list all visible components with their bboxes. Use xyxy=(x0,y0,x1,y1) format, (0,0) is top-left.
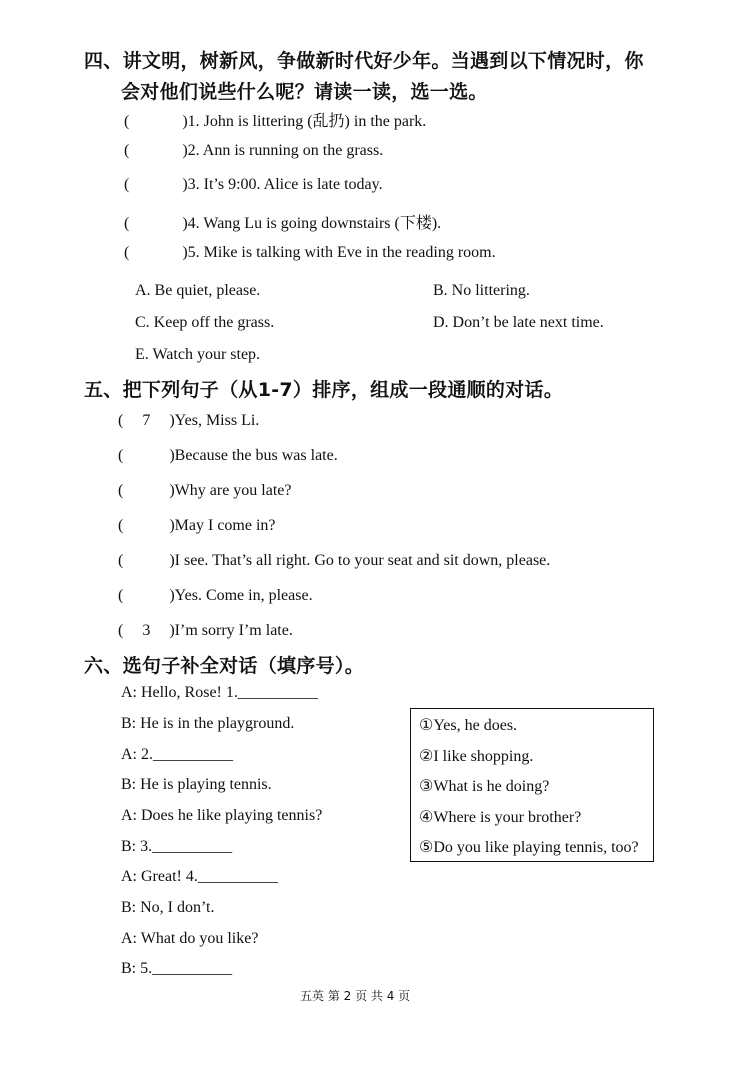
order-item-1 xyxy=(118,412,259,430)
section4-heading-line2: 会对他们说些什么呢？请读一读，选一选。 xyxy=(121,81,488,103)
order-item-4-text: )May I come in? xyxy=(169,517,276,534)
choice-1: ①Yes, he does. xyxy=(419,717,518,734)
question-2-text: )2. Ann is running on the grass. xyxy=(182,142,384,159)
dialogue-line-1: A: Hello, Rose! 1.__________ xyxy=(121,684,318,701)
question-4-paren: ( xyxy=(124,215,130,232)
question-5-text: )5. Mike is talking with Eve in the reading room. xyxy=(182,244,496,261)
order-item-1-text: )Yes, Miss Li. xyxy=(169,412,260,429)
question-5 xyxy=(124,244,496,262)
dialogue-line-9: A: What do you like? xyxy=(121,930,259,947)
option-b: B. No littering. xyxy=(433,282,530,299)
order-item-3 xyxy=(118,482,291,500)
order-item-6 xyxy=(118,587,313,605)
choice-box xyxy=(410,708,654,862)
dialogue-line-2: B: He is in the playground. xyxy=(121,715,295,732)
question-4 xyxy=(124,210,441,233)
order-item-7 xyxy=(118,622,293,640)
option-a: A. Be quiet, please. xyxy=(135,282,261,299)
dialogue-line-5: A: Does he like playing tennis? xyxy=(121,807,323,824)
section4-heading-line1: 四、讲文明，树新风，争做新时代好少年。当遇到以下情况时，你 xyxy=(84,50,644,72)
order-item-5-paren: ( xyxy=(118,552,124,569)
dialogue-line-10: B: 5.__________ xyxy=(121,960,233,977)
choice-4: ④Where is your brother? xyxy=(419,809,582,826)
question-5-paren: ( xyxy=(124,244,130,261)
order-item-4-paren: ( xyxy=(118,517,124,534)
question-3 xyxy=(124,176,383,194)
choice-3: ③What is he doing? xyxy=(419,778,550,795)
order-item-6-text: )Yes. Come in, please. xyxy=(169,587,313,604)
order-item-7-answer: 3 xyxy=(142,622,151,639)
order-item-2-paren: ( xyxy=(118,447,124,464)
order-item-4 xyxy=(118,517,276,535)
section6-heading: 六、选句子补全对话（填序号）。 xyxy=(84,655,365,677)
question-1-text: )1. John is littering (乱扔) in the park. xyxy=(182,113,427,130)
order-item-2 xyxy=(118,447,338,465)
choice-2: ②I like shopping. xyxy=(419,748,534,765)
question-2 xyxy=(124,142,383,160)
order-item-7-paren: ( xyxy=(118,622,124,639)
dialogue-line-7: A: Great! 4.__________ xyxy=(121,868,278,885)
question-3-text: )3. It’s 9:00. Alice is late today. xyxy=(182,176,383,193)
dialogue-line-3: A: 2.__________ xyxy=(121,746,233,763)
choice-5: ⑤Do you like playing tennis, too? xyxy=(419,839,639,856)
order-item-2-text: )Because the bus was late. xyxy=(169,447,338,464)
question-1-paren: ( xyxy=(124,113,130,130)
option-d: D. Don’t be late next time. xyxy=(433,314,604,331)
page-footer: 五英 第 2 页 共 4 页 xyxy=(300,989,411,1003)
option-e: E. Watch your step. xyxy=(135,346,261,363)
question-3-paren: ( xyxy=(124,176,130,193)
order-item-5 xyxy=(118,552,550,570)
order-item-3-text: )Why are you late? xyxy=(169,482,292,499)
section5-heading: 五、把下列句子（从1-7）排序，组成一段通顺的对话。 xyxy=(84,379,564,401)
order-item-1-paren: ( xyxy=(118,412,124,429)
question-2-paren: ( xyxy=(124,142,130,159)
dialogue-line-8: B: No, I don’t. xyxy=(121,899,215,916)
order-item-6-paren: ( xyxy=(118,587,124,604)
order-item-5-text: )I see. That’s all right. Go to your seat and sit down, please. xyxy=(169,552,551,569)
order-item-7-text: )I’m sorry I’m late. xyxy=(169,622,293,639)
dialogue-line-6: B: 3.__________ xyxy=(121,838,233,855)
order-item-1-answer: 7 xyxy=(142,412,151,429)
option-c: C. Keep off the grass. xyxy=(135,314,275,331)
question-1 xyxy=(124,108,426,131)
order-item-3-paren: ( xyxy=(118,482,124,499)
question-4-text: )4. Wang Lu is going downstairs (下楼). xyxy=(182,215,442,232)
dialogue-line-4: B: He is playing tennis. xyxy=(121,776,272,793)
